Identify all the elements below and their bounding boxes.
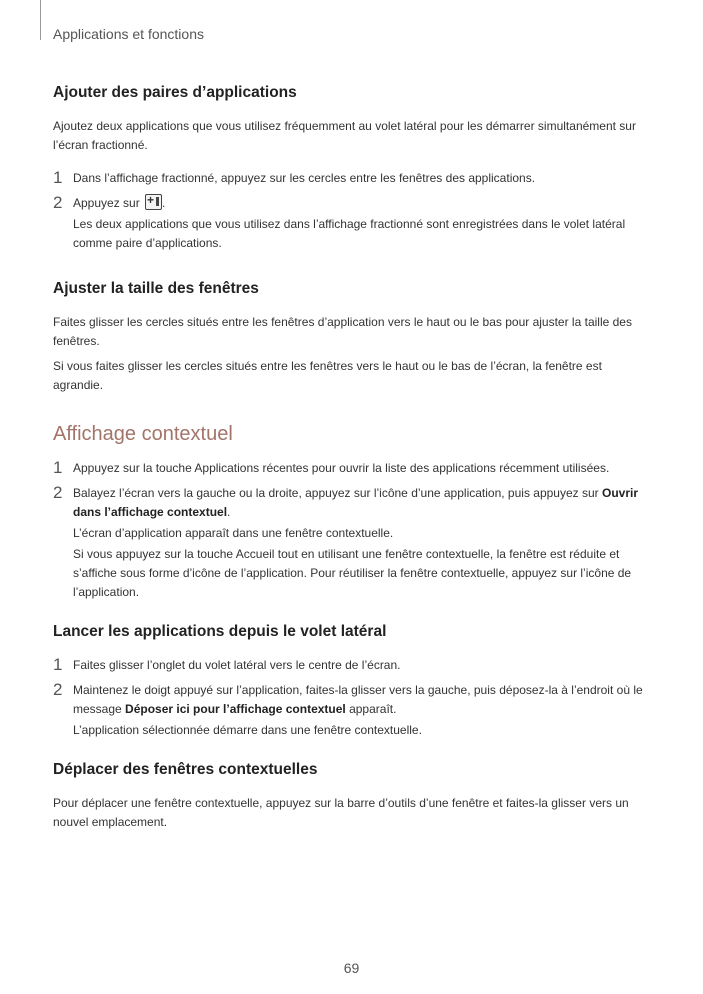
add-app-pairs-intro: Ajoutez deux applications que vous utilisez fréquemment au volet latéral pour les démarrer simultanément sur l’écran fractionné. — [53, 119, 636, 152]
step-number: 1 — [53, 168, 63, 187]
step-number: 1 — [53, 458, 63, 477]
step-detail-2: Si vous appuyez sur la touche Accueil tout en utilisant une fenêtre contextuelle, la fenêtre est réduite et s’affiche sous forme d’icône de l’application. Pour réutiliser la fenêtre contextuelle, appuyez sur l’icône de l’application. — [73, 547, 632, 599]
resize-windows-p1: Faites glisser les cercles situés entre les fenêtres d’application vers le haut ou le bas pour ajuster la taille des fenêtres. — [53, 315, 632, 348]
heading-move-popups: Déplacer des fenêtres contextuelles — [53, 761, 318, 778]
header-rule — [40, 0, 41, 40]
step-number: 1 — [53, 655, 63, 674]
step-text-post: . — [227, 505, 231, 519]
step-text — [73, 194, 647, 213]
add-pairs-step-2 — [53, 194, 647, 253]
page-content — [53, 83, 647, 838]
step-detail-1: L’écran d’application apparaît dans une fenêtre contextuelle. — [73, 526, 394, 540]
step-number: 2 — [53, 193, 63, 212]
step-number: 2 — [53, 680, 63, 699]
step-text-pre: Maintenez le doigt appuyé sur l’application, faites-la glisser vers la gauche, puis déposez-la à l’endroit où le message — [73, 683, 643, 716]
step-text-post: apparaît. — [345, 702, 397, 716]
step-text: Dans l’affichage fractionné, appuyez sur les cercles entre les fenêtres des applications. — [73, 171, 536, 185]
heading-add-app-pairs: Ajouter des paires d’applications — [53, 84, 297, 101]
step-detail: Les deux applications que vous utilisez dans l’affichage fractionné sont enregistrées dans le volet latéral comme paire d’applications. — [73, 217, 626, 250]
add-pairs-step-1 — [53, 169, 647, 188]
step-text-pre: Balayez l’écran vers la gauche ou la droite, appuyez sur l’icône d’une application, puis appuyez sur — [73, 486, 602, 500]
heading-popup-view: Affichage contextuel — [53, 423, 233, 445]
step-detail-1: L’application sélectionnée démarre dans une fenêtre contextuelle. — [73, 723, 422, 737]
page-number: 69 — [343, 960, 360, 976]
launch-step-2 — [53, 681, 647, 740]
step-text — [73, 484, 647, 522]
drop-here-message-label: Déposer ici pour l’affichage contextuel — [125, 702, 346, 716]
heading-resize-windows: Ajuster la taille des fenêtres — [53, 280, 259, 297]
popup-step-1 — [53, 459, 647, 478]
heading-launch-from-edge: Lancer les applications depuis le volet latéral — [53, 623, 387, 640]
step-text: Faites glisser l’onglet du volet latéral vers le centre de l’écran. — [73, 658, 401, 672]
add-app-pair-icon — [145, 194, 162, 210]
resize-windows-p2: Si vous faites glisser les cercles situés entre les fenêtres vers le haut ou le bas de l’écran, la fenêtre est agrandie. — [53, 359, 602, 392]
step-text — [73, 681, 647, 719]
launch-step-1 — [53, 656, 647, 675]
popup-step-2 — [53, 484, 647, 602]
step-text-post: . — [162, 196, 166, 210]
move-popups-p1: Pour déplacer une fenêtre contextuelle, appuyez sur la barre d’outils d’une fenêtre et faites-la glisser vers un nouvel emplacement. — [53, 796, 629, 829]
open-in-popup-view-label: Ouvrir dans l’affichage contextuel — [73, 486, 638, 519]
step-number: 2 — [53, 483, 63, 502]
section-header: Applications et fonctions — [53, 26, 204, 42]
step-text-pre: Appuyez sur — [73, 196, 140, 210]
step-text: Appuyez sur la touche Applications récentes pour ouvrir la liste des applications récemment utilisées. — [73, 461, 610, 475]
